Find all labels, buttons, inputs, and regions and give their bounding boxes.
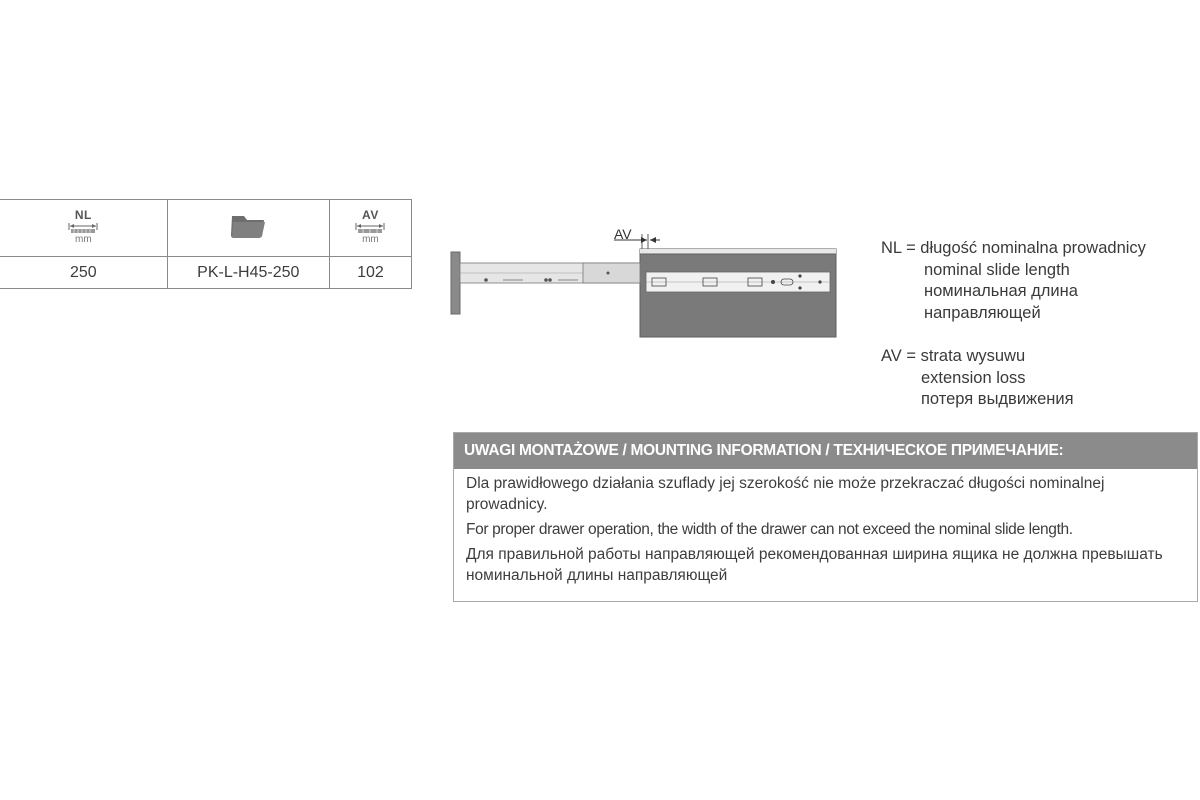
drawer-box (640, 249, 836, 337)
legend-av-line-2: extension loss (921, 368, 1026, 387)
nominal-length-icon: NL mm (68, 209, 98, 245)
mounting-info-title: UWAGI MONTAŻOWE / MOUNTING INFORMATION / ТЕХНИЧЕСКОЕ ПРИМЕЧАНИЕ: (454, 433, 1197, 469)
mounting-note-ru: Для правильной работы направляющей рекомендованная ширина ящика не должна превышать номинальной длины направляющей (466, 546, 1163, 584)
table-row (0, 257, 412, 289)
legend (881, 238, 1146, 411)
spec-table (0, 199, 412, 289)
value-av: 102 (329, 257, 411, 289)
mounting-info-body (454, 469, 1197, 586)
header-av (329, 200, 411, 257)
header-nl (0, 200, 167, 257)
legend-av-line-3: потеря выдвижения (921, 390, 1074, 408)
value-nl: 250 (0, 257, 167, 289)
slide-diagram (448, 220, 848, 345)
legend-av-line-1: AV = strata wysuwu (881, 347, 1026, 365)
cabinet-panel (451, 252, 460, 314)
mounting-info-box (453, 432, 1198, 602)
drawer-icon (228, 212, 268, 240)
header-drawer (167, 200, 329, 257)
value-model: PK-L-H45-250 (167, 257, 329, 289)
table-header-row (0, 200, 412, 257)
legend-nl-line-1: NL = długość nominalna prowadnicy (881, 239, 1146, 257)
mounting-note-pl: Dla prawidłowego działania szuflady jej szerokość nie może przekraczać długości nominalnej prowadnicy. (466, 475, 1105, 513)
mounting-note-en: For proper drawer operation, the width of the drawer can not exceed the nominal slide length. (466, 521, 1073, 538)
legend-nl-line-3: номинальная длина (924, 282, 1078, 300)
legend-nl-line-4: направляющей (924, 303, 1041, 322)
legend-nl-line-2: nominal slide length (924, 260, 1070, 279)
av-dimension-label: AV (614, 226, 632, 242)
extension-loss-icon: AV mm (355, 209, 385, 245)
